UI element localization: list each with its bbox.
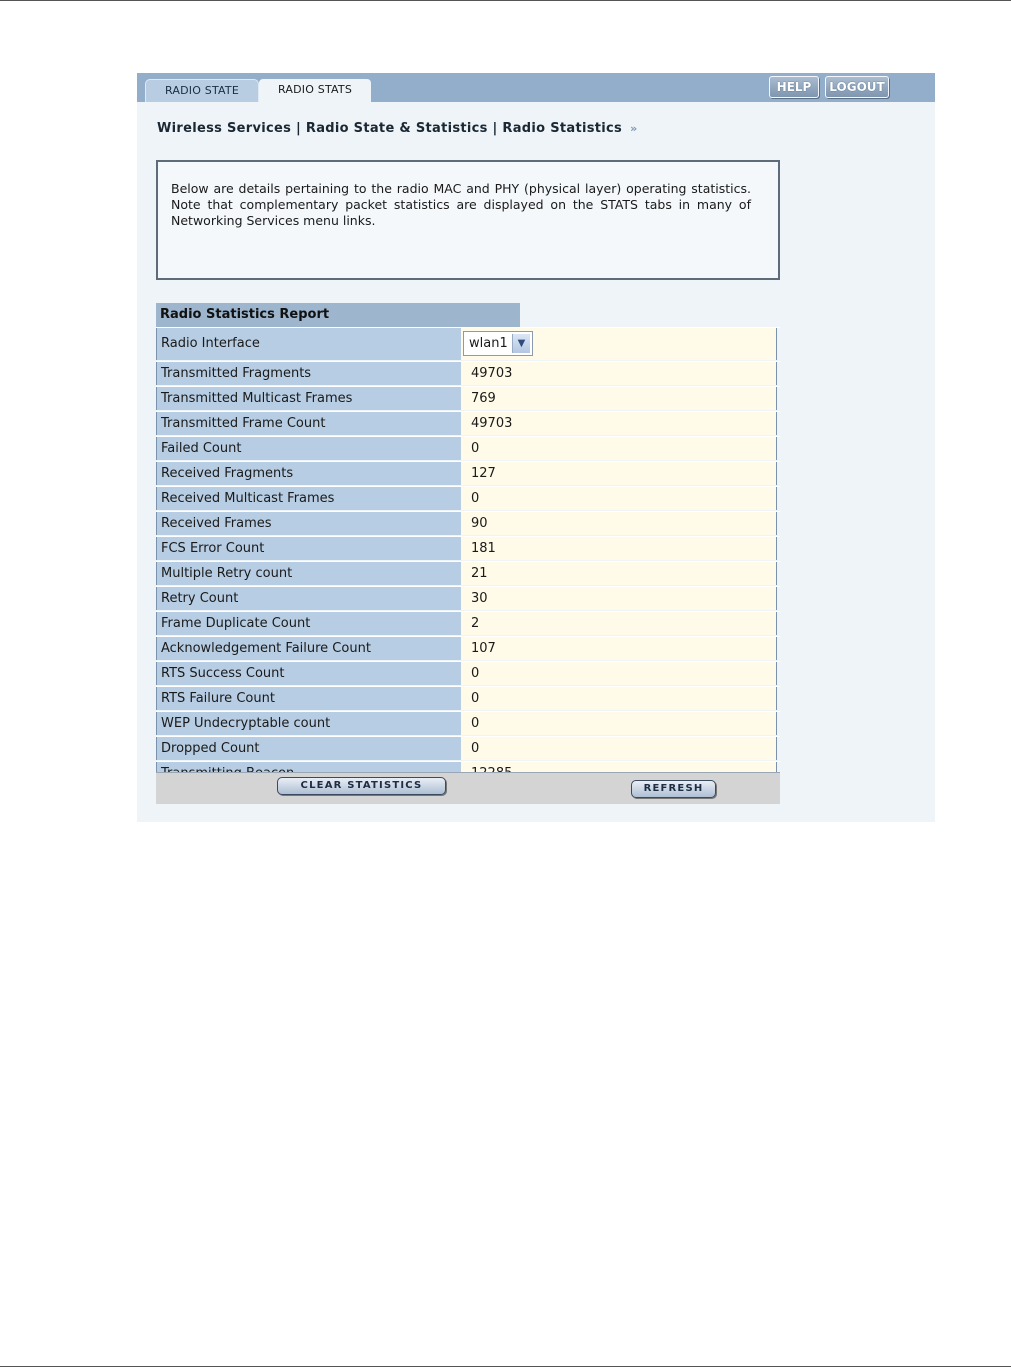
stat-label: Received Fragments <box>156 462 463 485</box>
refresh-button[interactable]: REFRESH <box>631 780 716 798</box>
tab-bar <box>137 73 935 102</box>
radio-stats-panel <box>137 73 935 822</box>
stat-label: Transmitted Frame Count <box>156 412 463 435</box>
chevron-down-icon[interactable]: ▼ <box>512 334 530 353</box>
stat-label: Frame Duplicate Count <box>156 612 463 635</box>
stat-value: 30 <box>461 587 777 610</box>
table-row <box>156 486 780 511</box>
table-row <box>156 611 780 636</box>
stat-label: Transmitted Multicast Frames <box>156 387 463 410</box>
stat-label: RTS Failure Count <box>156 687 463 710</box>
logout-button[interactable]: LOGOUT <box>825 76 889 98</box>
stats-table <box>156 327 780 786</box>
stat-label: Multiple Retry count <box>156 562 463 585</box>
stat-value: 0 <box>461 437 777 460</box>
page-bottom-rule <box>0 1366 1011 1367</box>
stat-label: Transmitted Fragments <box>156 362 463 385</box>
breadcrumb-arrow-icon: » <box>630 122 638 135</box>
stat-value: 0 <box>461 737 777 760</box>
radio-interface-select[interactable] <box>463 331 533 356</box>
stat-label: Acknowledgement Failure Count <box>156 637 463 660</box>
stat-label: WEP Undecryptable count <box>156 712 463 735</box>
breadcrumb <box>157 121 638 136</box>
table-row <box>156 736 780 761</box>
table-row <box>156 411 780 436</box>
radio-interface-value: wlan1 <box>469 336 508 351</box>
stat-value: 0 <box>461 662 777 685</box>
report-title: Radio Statistics Report <box>156 303 520 327</box>
stat-label: RTS Success Count <box>156 662 463 685</box>
table-row-radio-interface <box>156 327 780 361</box>
clear-statistics-button[interactable]: CLEAR STATISTICS <box>277 777 446 795</box>
table-row <box>156 636 780 661</box>
description-text: Below are details pertaining to the radio MAC and PHY (physical layer) operating statistics. Note that complementary packet statistics are displayed on the STATS tabs in many of Networking Services menu links. <box>171 181 751 228</box>
stat-value: 181 <box>461 537 777 560</box>
stat-value: 769 <box>461 387 777 410</box>
table-row <box>156 386 780 411</box>
table-row <box>156 361 780 386</box>
stat-value: 49703 <box>461 362 777 385</box>
stat-label: Retry Count <box>156 587 463 610</box>
tab-radio-stats[interactable]: RADIO STATS <box>259 79 371 102</box>
radio-interface-label: Radio Interface <box>156 328 463 360</box>
description-box <box>156 160 780 280</box>
table-row <box>156 586 780 611</box>
stat-value: 90 <box>461 512 777 535</box>
table-row <box>156 511 780 536</box>
page-top-rule <box>0 0 1011 1</box>
table-row <box>156 711 780 736</box>
stat-label: Received Multicast Frames <box>156 487 463 510</box>
stat-value: 2 <box>461 612 777 635</box>
table-footer <box>156 772 780 804</box>
table-row <box>156 536 780 561</box>
stat-value: 49703 <box>461 412 777 435</box>
tab-radio-state[interactable]: RADIO STATE <box>145 79 259 102</box>
radio-interface-cell <box>461 328 777 360</box>
stat-label: Dropped Count <box>156 737 463 760</box>
stat-value: 21 <box>461 562 777 585</box>
table-row <box>156 436 780 461</box>
table-row <box>156 461 780 486</box>
stat-value: 127 <box>461 462 777 485</box>
stat-value: 0 <box>461 487 777 510</box>
table-row <box>156 561 780 586</box>
help-button[interactable]: HELP <box>769 76 819 98</box>
stat-value: 107 <box>461 637 777 660</box>
stat-value: 0 <box>461 712 777 735</box>
stat-label: Received Frames <box>156 512 463 535</box>
stat-label: Failed Count <box>156 437 463 460</box>
table-row <box>156 661 780 686</box>
table-row <box>156 686 780 711</box>
breadcrumb-text: Wireless Services | Radio State & Statistics | Radio Statistics <box>157 121 623 136</box>
stat-label: FCS Error Count <box>156 537 463 560</box>
stat-value: 0 <box>461 687 777 710</box>
